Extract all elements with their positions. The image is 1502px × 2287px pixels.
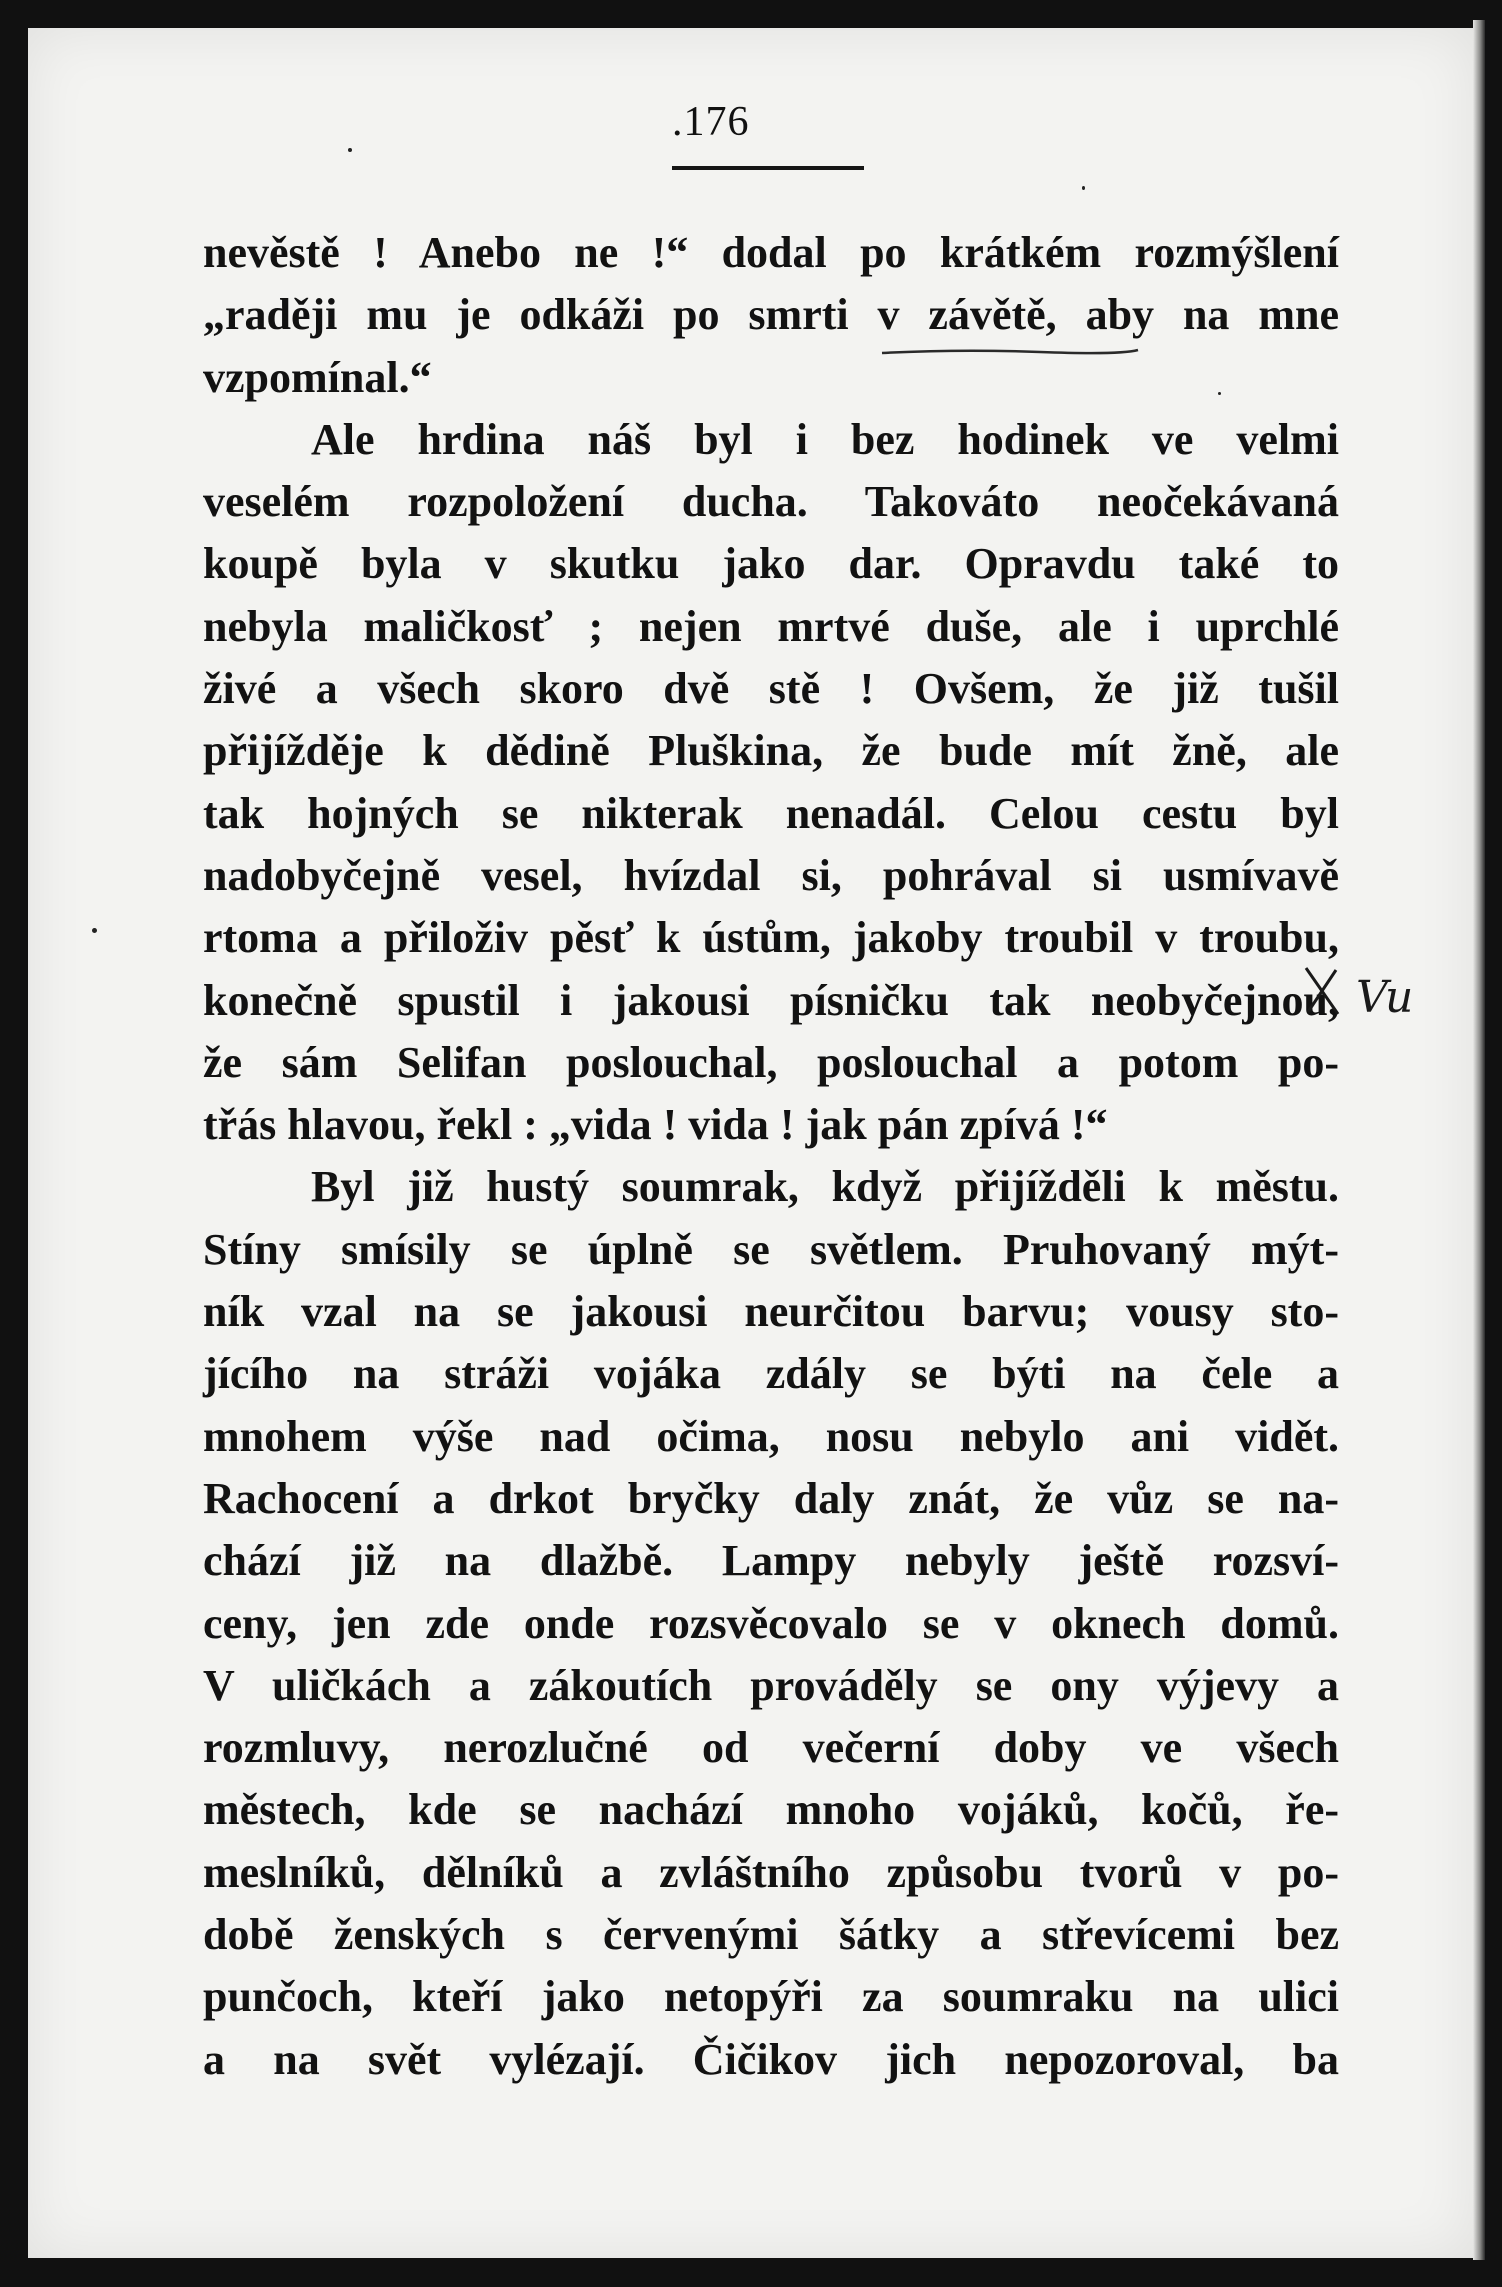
text-line: „raději mu je odkáži po smrti v závětě, aby na mne bbox=[203, 290, 1339, 340]
text-line: nadobyčejně vesel, hvízdal si, pohrával si usmívavě bbox=[203, 850, 1339, 900]
paper-speck bbox=[348, 148, 352, 152]
text-line: třás hlavou, řekl : „vida ! vida ! jak pán zpívá !“ bbox=[203, 1100, 1108, 1150]
margin-note: Vu bbox=[1356, 972, 1414, 1023]
text-line: tak hojných se nikterak nenadál. Celou cestu byl bbox=[203, 788, 1339, 838]
text-line: nevěstě ! Anebo ne !“ dodal po krátkém rozmýšlení bbox=[203, 228, 1339, 277]
text-line: konečně spustil i jakousi písničku tak neobyčejnou, bbox=[203, 975, 1339, 1025]
text-line: městech, kde se nachází mnoho vojáků, kočů, ře- bbox=[203, 1785, 1339, 1835]
paper-speck bbox=[1082, 186, 1085, 190]
text-line: veselém rozpoložení ducha. Takováto neočekávaná bbox=[203, 477, 1339, 527]
page-number: .176 bbox=[672, 99, 750, 145]
text-line: chází již na dlažbě. Lampy nebyly ještě rozsví- bbox=[203, 1536, 1339, 1586]
pencil-underline bbox=[880, 347, 1140, 357]
text-line: koupě byla v skutku jako dar. Opravdu také to bbox=[203, 539, 1339, 589]
text-line: Byl již hustý soumrak, když přijížděli k městu. bbox=[311, 1162, 1339, 1212]
text-line: meslníků, dělníků a zvláštního způsobu tvorů v po- bbox=[203, 1847, 1339, 1897]
text-line: Rachocení a drkot bryčky daly znát, že vůz se na- bbox=[203, 1473, 1339, 1523]
text-line: rozmluvy, nerozlučné od večerní doby ve všech bbox=[203, 1723, 1339, 1773]
text-line: ceny, jen zde onde rozsvěcovalo se v oknech domů. bbox=[203, 1598, 1339, 1648]
text-line: přijížděje k dědině Pluškina, že bude mít žně, ale bbox=[203, 726, 1339, 776]
paper-speck bbox=[92, 928, 97, 933]
text-line: mnohem výše nad očima, nosu nebylo ani vidět. bbox=[203, 1411, 1339, 1461]
text-line: vzpomínal.“ bbox=[203, 352, 432, 402]
text-line: V uličkách a zákoutích prováděly se ony výjevy a bbox=[203, 1660, 1339, 1710]
text-line: Ale hrdina náš byl i bez hodinek ve velmi bbox=[311, 414, 1339, 464]
text-line: Stíny smísily se úplně se světlem. Pruhovaný mýt- bbox=[203, 1224, 1339, 1274]
text-line: nebyla maličkosť ; nejen mrtvé duše, ale i uprchlé bbox=[203, 601, 1339, 651]
body-text bbox=[203, 222, 1339, 2091]
text-line: rtoma a přiloživ pěsť k ústům, jakoby troubil v troubu, bbox=[203, 913, 1339, 963]
text-line: a na svět vylézají. Čičikov jich nepozoroval, ba bbox=[203, 2034, 1339, 2084]
text-line: punčoch, kteří jako netopýři za soumraku na ulici bbox=[203, 1972, 1339, 2022]
paper-speck bbox=[1218, 392, 1221, 395]
text-line: živé a všech skoro dvě stě ! Ovšem, že již tušil bbox=[203, 664, 1339, 714]
text-line: ník vzal na se jakousi neurčitou barvu; vousy sto- bbox=[203, 1287, 1339, 1337]
page-edge bbox=[1473, 20, 1485, 2260]
text-line: jícího na stráži vojáka zdály se býti na čele a bbox=[203, 1349, 1339, 1399]
correction-mark-icon bbox=[1300, 962, 1344, 1020]
text-line: době ženských s červenými šátky a střevícemi bez bbox=[203, 1910, 1339, 1960]
text-line: že sám Selifan poslouchal, poslouchal a potom po- bbox=[203, 1037, 1339, 1087]
header-rule bbox=[672, 166, 864, 170]
